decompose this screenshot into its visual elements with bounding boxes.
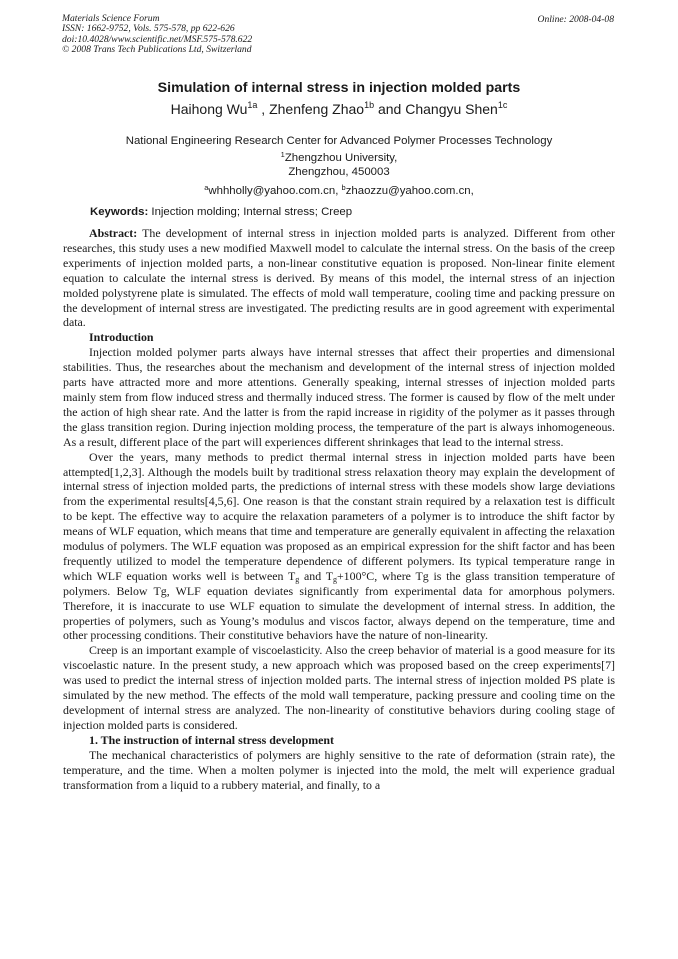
body-paragraph: Injection molded polymer parts always have internal stresses that affect their properties and dimensional stabilities. Thus, the researches about the mechanism and development of the internal stress of injection molded parts have attracted more and more attentions. Generally speaking, internal stresses of injection molded parts mainly stem from flow induced stress and thermally induced stress. The former is caused by flow of the melt under the action of high shear rate. And the latter is from the rapid increase in rigidity of the polymer as it passes through the glass transition region. During injection molding process, the temperature of the part is always inhomogeneous. As a result, different place of the part will experiences different shrinkages that lead to the internal stress. (63, 345, 615, 449)
author-name: Haihong Wu (170, 101, 248, 117)
doi-line: doi:10.4028/www.scientific.net/MSF.575-578.622 (62, 33, 253, 45)
abstract-paragraph: Abstract: The development of internal stress in injection molded parts is analyzed. Different from other researches, this study uses a new modified Maxwell model to calculate the internal stress. On the basis of the creep experiments of injection molded parts, a non-linear constitutive equation is proposed. Non-linear finite element equation to calculate the internal stress is derived. By means of this model, the internal stress of an injection molded polystyrene plate is simulated. The effects of mold wall temperature, cooling time and packing pressure on the development of internal stress are investigated. The predicting results are in good agreement with experimental data. (63, 226, 615, 330)
paper-title: Simulation of internal stress in injection molded parts (157, 80, 521, 96)
author-affil-mark: 1a (247, 100, 258, 110)
email-b: zhaozzu@yahoo.com.cn, (345, 185, 474, 197)
paper-body (63, 226, 615, 792)
journal-name: Materials Science Forum (62, 13, 160, 24)
email-a: whhholly@yahoo.com.cn, (208, 185, 342, 197)
keywords-label: Keywords: (90, 206, 149, 218)
affiliation-line: National Engineering Research Center for Advanced Polymer Processes Technology (125, 135, 553, 147)
body-paragraph: Over the years, many methods to predict thermal internal stress in injection molded parts have been attempted[1,2,3]. Although the models built by traditional stress relaxation theory may explain the development of internal stress of injection molded parts, the predictions of internal stress with these models show large deviations from the experimental results[4,5,6]. One reason is that the constant strain required by a relaxation test is difficult to be kept. The effective way to acquire the relaxation parameters of a polymer is to introduce the shift factor by means of WLF equation, which means that time and temperature are generally equivalent in affecting the relaxation modulus of polymers. The WLF equation was proposed as an empirical expression for the shift factor and has been frequently utilized to model the temperature dependence of different polymers. Its typical temperature range in which WLF equation works well is between $T_g$ and $T_g+100^\circ C$, where Tg is the glass transition temperature of polymers. Below Tg, WLF equation deviates significantly from experimental data for amorphous polymers. Therefore, it is inaccurate to use WLF equation to simulate the development of internal stress. In addition, the properties of polymers, such as Young’s modulus and viscos factor, always depend on the temperature, time and other processing conditions. Their constitutive behaviors have the nature of non-linearity. (63, 449, 616, 643)
author-list: Haihong $Wu^{1a}$ , Zhenfeng Zhao$^{1b}$ and Changyu Shen$^{1c}$ (170, 100, 508, 117)
section-heading-introduction: Introduction (89, 330, 154, 345)
online-date: Online: 2008-04-08 (537, 14, 614, 25)
publication-info (62, 14, 252, 55)
issn-line: ISSN: 1662-9752, Vols. 575-578, pp 622-626 (62, 23, 235, 35)
author-affil-mark: 1b (364, 100, 375, 110)
affiliation-line: Zhengzhou, 450003 (288, 166, 390, 178)
keywords (90, 206, 352, 218)
body-paragraph: Creep is an important example of viscoelasticity. Also the creep behavior of material is a good measure for its viscoelastic nature. In the present study, a new approach which was proposed based on the creep experiments[7] was used to predict the internal stress of injection molded parts. The internal stress of injection molded PS plate is simulated by the new method. The effects of the mold wall temperature, packing pressure and cooling time on the development of internal stress are analyzed. The non-linearity of constitutive behaviors during cooling stage of injection molded parts is considered. (63, 643, 615, 732)
affiliation-line: $^1$Zhengzhou University, (280, 150, 398, 164)
body-paragraph: The mechanical characteristics of polymers are highly sensitive to the rate of deformation (strain rate), the temperature, and the time. When a molten polymer is injected into the mold, the melt will experience gradual transformation from a liquid to a rubbery material, and finally, to a (63, 747, 615, 792)
abstract-label: Abstract: (89, 226, 138, 240)
email-list: $^a$whhholly@yahoo.com.cn, $^b$zhaozzu@yahoo.com.cn, (204, 183, 474, 197)
author-name: Zhenfeng Zhao (269, 101, 365, 117)
author-affil-mark: 1c (497, 100, 508, 110)
copyright-line: © 2008 Trans Tech Publications Ltd, Switzerland (62, 43, 252, 55)
affiliation (0, 134, 678, 179)
section-heading-1: 1. The instruction of internal stress development (89, 732, 334, 747)
author-name: Changyu Shen (405, 101, 498, 117)
keywords-text: Injection molding; Internal stress; Creep (148, 206, 353, 218)
